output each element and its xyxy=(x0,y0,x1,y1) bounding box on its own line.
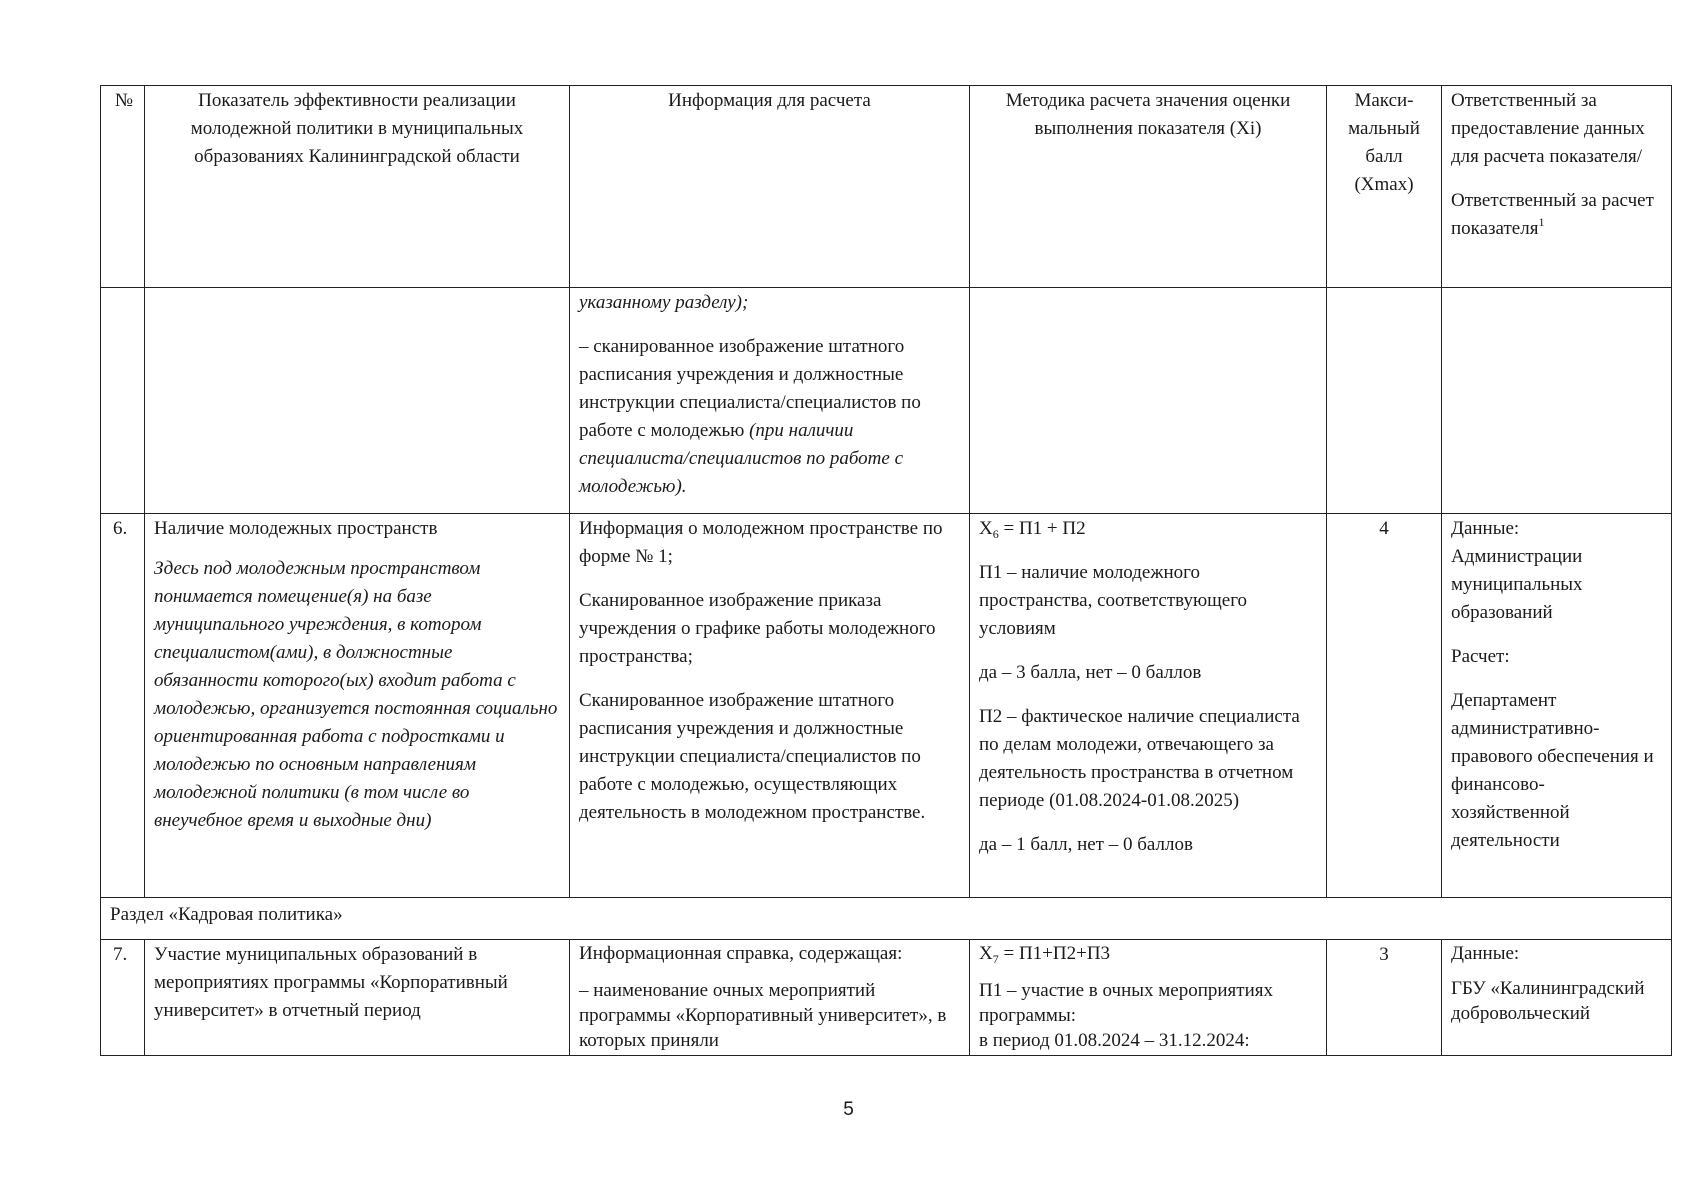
method-cell: $X_7 = П1+П2+П3$ П1 – участие в очных мероприятиях программы: в период 01.08.2024 – 31.12.2024: xyxy=(970,940,1327,1056)
header-info: Информация для расчета xyxy=(570,86,970,288)
header-responsible: Ответственный за предоставление данных для расчета показателя/ Ответственный за расчет показателя$^1$ xyxy=(1442,86,1672,288)
indicator-cell: Участие муниципальных образований в мероприятиях программы «Корпоративный университет» в отчетный период xyxy=(145,940,570,1056)
info-cell: Информация о молодежном пространстве по форме № 1; Сканированное изображение приказа учреждения о графике работы молодежного пространства; Сканированное изображение штатного расписания учреждения и должностные инструкции специалиста/специалистов по работе с молодежью, осуществляющих деятельность в молодежном пространстве. xyxy=(570,514,970,898)
table-row-7 xyxy=(101,940,1672,1056)
header-num: № xyxy=(101,86,145,288)
formula: $X_7 = П1+П2+П3$ xyxy=(979,943,1111,966)
table-row-6 xyxy=(101,514,1672,898)
header-method: Методика расчета значения оценки выполнения показателя (Xi) xyxy=(970,86,1327,288)
responsible-cell: Данные: ГБУ «Калининградский добровольческий xyxy=(1442,940,1672,1056)
responsible-cell: Данные: Администрации муниципальных образований Расчет: Департамент административно-правового обеспечения и финансово-хозяйственной деятельности xyxy=(1442,514,1672,898)
footnote-mark: 1 xyxy=(1538,215,1545,229)
page-number: 5 xyxy=(843,1099,854,1120)
section-row xyxy=(101,898,1672,940)
section-title: Раздел «Кадровая политика» xyxy=(101,898,1672,940)
row-number: 6. xyxy=(101,514,145,898)
max-score-cell: 3 xyxy=(1327,940,1442,1056)
max-score-cell: 4 xyxy=(1327,514,1442,898)
method-cell: $X_6 = П1 + П2$ П1 – наличие молодежного пространства, соответствующего условиям да – 3 балла, нет – 0 баллов П2 – фактическое наличие специалиста по делам молодежи, отвечающего за деятельность пространства в отчетном периоде (01.08.2024-01.08.2025) да – 1 балл, нет – 0 баллов xyxy=(970,514,1327,898)
header-indicator: Показатель эффективности реализации молодежной политики в муниципальных образованиях Калининградской области xyxy=(145,86,570,288)
header-max-score: Макси- мальный балл (Xmax) xyxy=(1327,86,1442,288)
table-header-row xyxy=(101,86,1672,288)
row-number: 7. xyxy=(101,940,145,1056)
formula: $X_6 = П1 + П2$ xyxy=(979,518,1086,541)
indicators-table xyxy=(100,85,1672,1056)
indicator-cell: Наличие молодежных пространств Здесь под молодежным пространством понимается помещение(я) на базе муниципального учреждения, в котором специалистом(ами), в должностные обязанности которого(ых) входит работа с молодежью, организуется постоянная социально ориентированная работа с подростками и молодежью по основным направлениям молодежной политики (в том числе во внеучебное время и выходные дни) xyxy=(145,514,570,898)
info-cell: Информационная справка, содержащая: – наименование очных мероприятий программы «Корпоративный университет», в которых приняли xyxy=(570,940,970,1056)
info-cell: указанному разделу); – сканированное изображение штатного расписания учреждения и должностные инструкции специалиста/специалистов по работе с молодежью (при наличии специалиста/специалистов по работе с молодежью). xyxy=(570,288,970,514)
table-row-continuation xyxy=(101,288,1672,514)
